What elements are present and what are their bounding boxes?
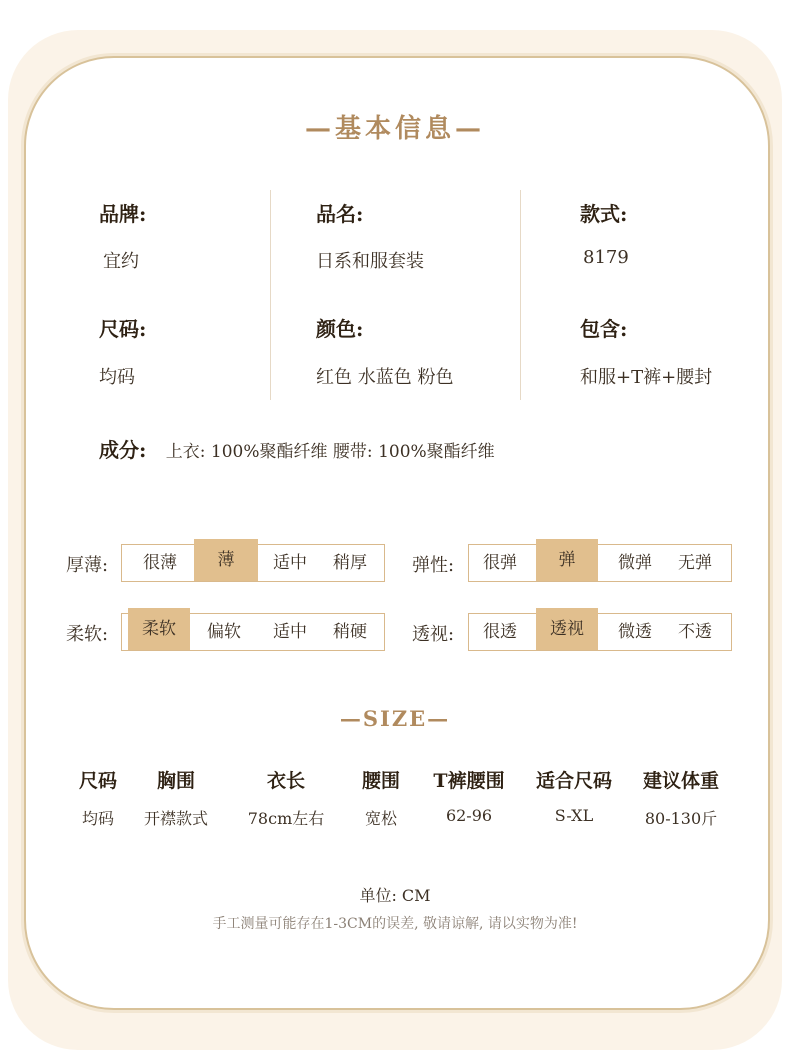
rating-option-selected: 薄	[194, 539, 258, 581]
measurement-note: 手工测量可能存在1-3CM的误差, 敬请谅解, 请以实物为准!	[212, 916, 578, 932]
size-section-title: —SIZE—	[339, 706, 451, 731]
basic-info-title: —基本信息—	[304, 114, 485, 144]
product-name-label: 品名:	[316, 202, 364, 226]
style-label: 款式:	[580, 202, 628, 226]
info-divider-1	[270, 190, 271, 400]
product-name-value: 日系和服套装	[316, 251, 424, 272]
color-value: 红色 水蓝色 粉色	[316, 367, 454, 388]
rating-option: 很薄	[143, 553, 177, 573]
size-cell: 均码	[81, 809, 115, 828]
rating-option: 适中	[273, 553, 307, 573]
rating-option-selected: 透视	[536, 608, 598, 650]
size-cell: 宽松	[364, 809, 398, 828]
rating-transparency	[468, 613, 732, 651]
rating-option: 偏软	[207, 622, 241, 642]
size-header: T裤腰围	[433, 770, 505, 792]
rating-label-elasticity: 弹性:	[412, 555, 455, 576]
rating-option: 不透	[678, 622, 712, 642]
rating-thickness	[121, 544, 385, 582]
rating-label-thickness: 厚薄:	[66, 555, 109, 576]
rating-option: 稍硬	[333, 622, 367, 642]
unit-label: 单位: CM	[359, 886, 431, 905]
rating-option: 无弹	[678, 553, 712, 573]
size-cell: 80-130斤	[644, 809, 718, 828]
rating-option: 稍厚	[333, 553, 367, 573]
rating-option: 微透	[618, 622, 652, 642]
rating-option: 适中	[273, 622, 307, 642]
rating-softness	[121, 613, 385, 651]
rating-label-softness: 柔软:	[66, 624, 109, 645]
composition-value: 上衣: 100%聚酯纤维 腰带: 100%聚酯纤维	[165, 442, 495, 462]
composition-row	[99, 434, 495, 463]
style-value: 8179	[583, 247, 629, 268]
includes-label: 包含:	[580, 317, 628, 341]
size-header: 衣长	[266, 770, 306, 792]
rating-option-selected: 弹	[536, 539, 598, 581]
rating-elasticity	[468, 544, 732, 582]
size-cell: 开襟款式	[143, 809, 209, 828]
size-header: 尺码	[78, 770, 118, 792]
rating-option: 很透	[483, 622, 517, 642]
size-cell: S-XL	[554, 806, 594, 825]
brand-value: 宜约	[103, 251, 139, 272]
size-value: 均码	[99, 367, 135, 388]
size-label: 尺码:	[99, 317, 147, 341]
rating-option-selected: 柔软	[128, 608, 190, 650]
info-divider-2	[520, 190, 521, 400]
size-header: 建议体重	[642, 770, 720, 792]
color-label: 颜色:	[316, 317, 364, 341]
size-header: 胸围	[156, 770, 196, 792]
rating-option: 很弹	[483, 553, 517, 573]
size-header: 适合尺码	[535, 770, 613, 792]
brand-label: 品牌:	[99, 202, 147, 226]
size-header: 腰围	[361, 770, 401, 792]
size-cell: 62-96	[445, 806, 493, 825]
size-cell: 78cm左右	[247, 809, 325, 828]
rating-label-transparency: 透视:	[412, 624, 455, 645]
composition-label: 成分:	[99, 438, 147, 462]
includes-value: 和服+T裤+腰封	[580, 367, 713, 388]
rating-option: 微弹	[618, 553, 652, 573]
